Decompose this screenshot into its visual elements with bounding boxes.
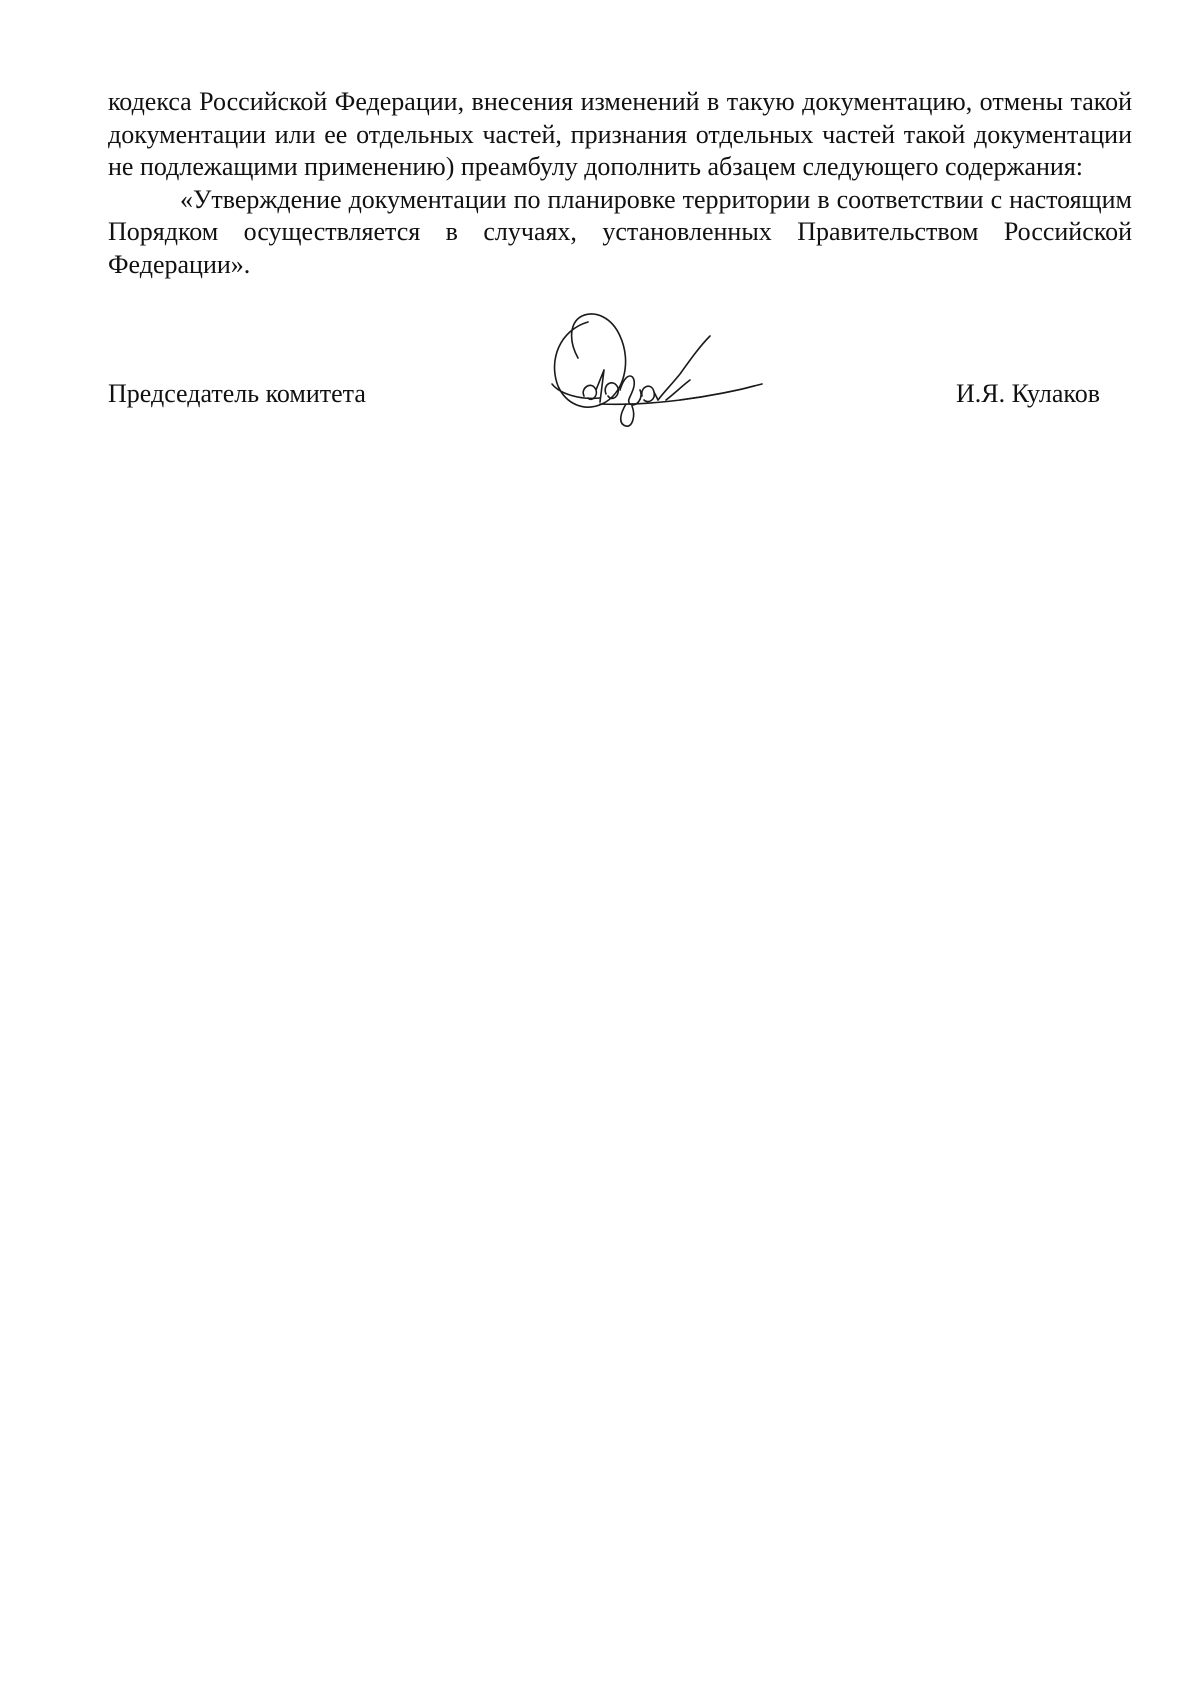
paragraph-amendment-text: «Утверждение документации по планировке территории в соответствии с настоящим Порядком осуществляется в случаях, установленных Правительством Российской Федерации». xyxy=(108,184,1132,279)
signer-title: Председатель комитета xyxy=(108,379,366,408)
document-body xyxy=(108,86,1132,281)
signature-block xyxy=(108,378,1100,418)
signer-name: И.Я. Кулаков xyxy=(956,379,1100,408)
paragraph-amendment-context: кодекса Российской Федерации, внесения изменений в такую документацию, отмены такой документации или ее отдельных частей, признания отдельных частей такой документации не подлежащими применению) преамбулу дополнить абзацем следующего содержания: xyxy=(108,87,1132,181)
